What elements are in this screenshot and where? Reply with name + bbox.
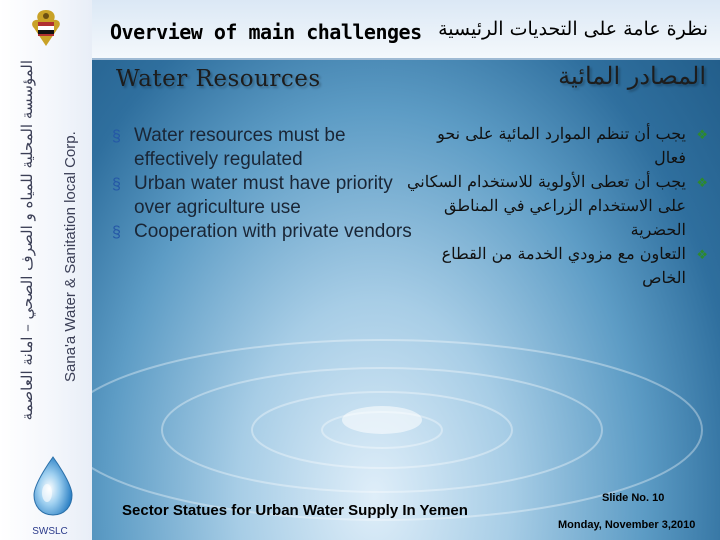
page-title-arabic: نظرة عامة على التحديات الرئيسية xyxy=(438,18,708,40)
slide-body xyxy=(92,0,720,540)
slide-date: Monday, November 3,2010 xyxy=(558,519,696,531)
bullet-list-arabic xyxy=(406,122,708,290)
org-name-english: Sana'a Water & Sanitation local Corp. xyxy=(62,131,79,382)
emblem-icon xyxy=(24,6,68,50)
slide-number: Slide No. 10 xyxy=(602,492,665,504)
bullet-list-english xyxy=(112,124,412,244)
list-item: ❖ يجب أن تنظم الموارد المائية على نحو فعال xyxy=(437,124,708,167)
diamond-bullet-icon: ❖ xyxy=(696,248,708,263)
section-heading-english: Water Resources xyxy=(116,66,321,92)
diamond-bullet-icon: ❖ xyxy=(696,128,708,143)
diamond-bullet-icon: ❖ xyxy=(696,176,708,191)
list-item: § Urban water must have priority over agriculture use xyxy=(112,173,393,218)
list-item: ❖ التعاون مع مزودي الخدمة من القطاع الخاص xyxy=(441,244,708,287)
list-item: § Water resources must be effectively regulated xyxy=(112,125,346,170)
logo-label: SWSLC xyxy=(32,526,68,537)
list-item: ❖ يجب أن تعطى الأولوية للاستخدام السكاني على الاستخدام الزراعي في المناطق الحضرية xyxy=(406,172,708,239)
page-title-english: Overview of main challenges xyxy=(110,20,422,44)
section-heading-arabic: المصادر المائية xyxy=(558,62,706,90)
presentation-title: Sector Statues for Urban Water Supply In Yemen xyxy=(122,502,468,519)
sidebar xyxy=(0,0,92,540)
list-item: § Cooperation with private vendors xyxy=(112,220,412,244)
org-name-arabic: المؤسسة المحلية للمياه و الصرف الصحي – امانة العاصمة xyxy=(18,60,36,421)
water-drop-icon xyxy=(30,455,76,517)
title-bar xyxy=(92,0,720,60)
bullet-icon: § xyxy=(112,128,121,145)
bullet-icon: § xyxy=(112,176,121,193)
bullet-icon: § xyxy=(112,224,121,241)
